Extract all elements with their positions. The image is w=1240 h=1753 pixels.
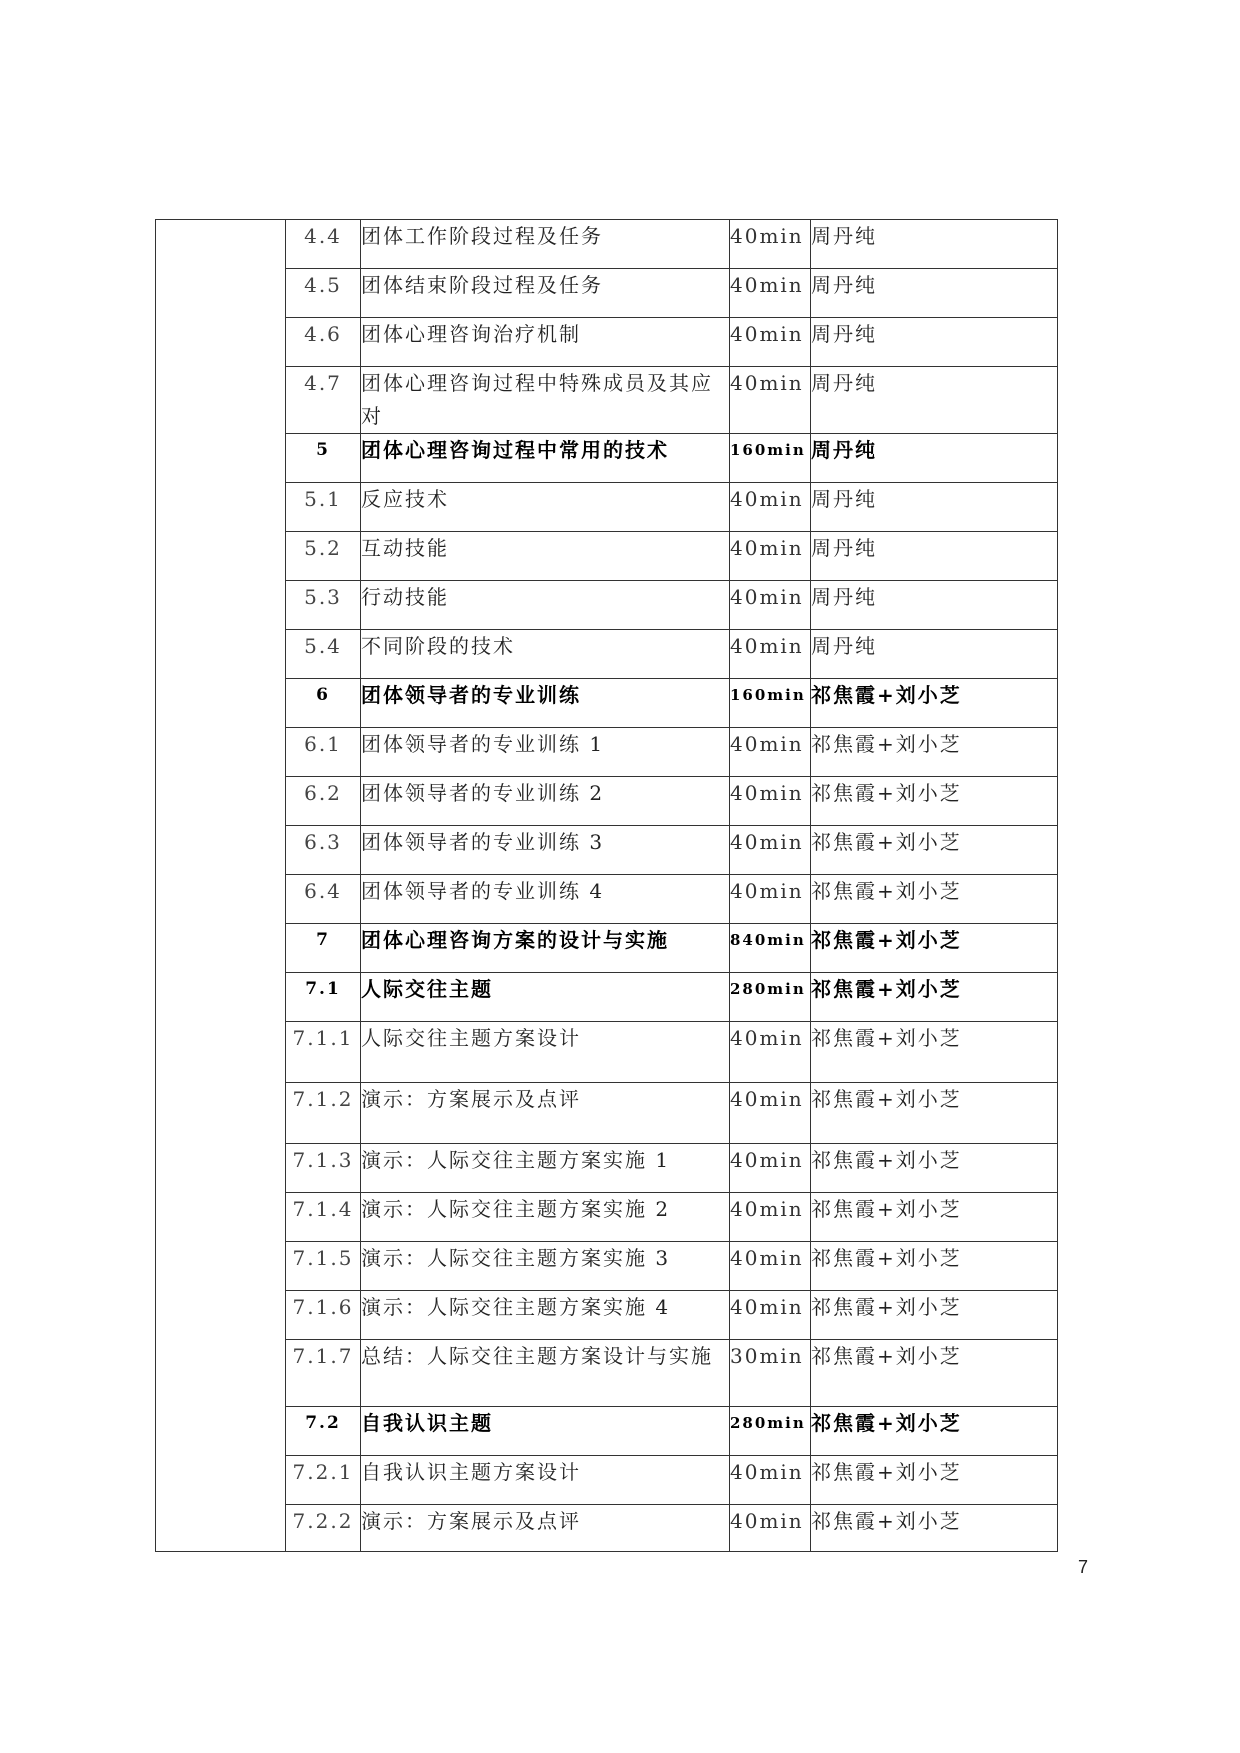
table-row	[156, 1022, 1058, 1083]
section-title-cell: 自我认识主题	[361, 1407, 730, 1456]
teacher-cell: 周丹纯	[811, 269, 1058, 318]
section-title-cell: 反应技术	[361, 483, 730, 532]
teacher-cell: 周丹纯	[811, 630, 1058, 679]
table-row	[156, 777, 1058, 826]
section-number-cell: 6.4	[286, 875, 361, 924]
table-row	[156, 532, 1058, 581]
table-row	[156, 1407, 1058, 1456]
duration-cell: 40min	[730, 318, 811, 367]
table-row	[156, 1291, 1058, 1340]
section-title-cell: 团体结束阶段过程及任务	[361, 269, 730, 318]
section-number-cell: 7.2.1	[286, 1456, 361, 1505]
duration-cell: 40min	[730, 1291, 811, 1340]
duration-cell: 40min	[730, 269, 811, 318]
section-title-cell: 自我认识主题方案设计	[361, 1456, 730, 1505]
section-title-cell: 团体工作阶段过程及任务	[361, 220, 730, 269]
section-title-cell: 互动技能	[361, 532, 730, 581]
section-number-cell: 6	[286, 679, 361, 728]
section-number-cell: 5.1	[286, 483, 361, 532]
section-number-cell: 5.2	[286, 532, 361, 581]
section-title-cell: 团体心理咨询过程中特殊成员及其应对	[361, 367, 730, 434]
table-row	[156, 1083, 1058, 1144]
section-title-cell: 演示：人际交往主题方案实施 4	[361, 1291, 730, 1340]
duration-cell: 40min	[730, 630, 811, 679]
duration-cell: 160min	[730, 434, 811, 483]
teacher-cell: 祁焦霞+刘小芝	[811, 1291, 1058, 1340]
table-row	[156, 1144, 1058, 1193]
duration-cell: 40min	[730, 1505, 811, 1552]
table-row	[156, 875, 1058, 924]
teacher-cell: 祁焦霞+刘小芝	[811, 924, 1058, 973]
section-title-cell: 团体领导者的专业训练 3	[361, 826, 730, 875]
table-row	[156, 220, 1058, 269]
section-title-cell: 团体心理咨询方案的设计与实施	[361, 924, 730, 973]
teacher-cell: 祁焦霞+刘小芝	[811, 777, 1058, 826]
merged-module-cell	[156, 220, 286, 1552]
duration-cell: 40min	[730, 1083, 811, 1144]
section-title-cell: 演示：方案展示及点评	[361, 1083, 730, 1144]
teacher-cell: 祁焦霞+刘小芝	[811, 1144, 1058, 1193]
section-number-cell: 4.6	[286, 318, 361, 367]
section-number-cell: 5.3	[286, 581, 361, 630]
table-row	[156, 679, 1058, 728]
table-row	[156, 728, 1058, 777]
table-row	[156, 826, 1058, 875]
table-row	[156, 973, 1058, 1022]
section-number-cell: 6.2	[286, 777, 361, 826]
teacher-cell: 祁焦霞+刘小芝	[811, 1340, 1058, 1407]
table-row	[156, 1242, 1058, 1291]
table-row	[156, 434, 1058, 483]
section-number-cell: 7	[286, 924, 361, 973]
section-title-cell: 演示：人际交往主题方案实施 3	[361, 1242, 730, 1291]
section-number-cell: 6.3	[286, 826, 361, 875]
section-number-cell: 5.4	[286, 630, 361, 679]
teacher-cell: 祁焦霞+刘小芝	[811, 826, 1058, 875]
section-title-cell: 演示：人际交往主题方案实施 1	[361, 1144, 730, 1193]
teacher-cell: 周丹纯	[811, 318, 1058, 367]
teacher-cell: 祁焦霞+刘小芝	[811, 728, 1058, 777]
section-number-cell: 7.2.2	[286, 1505, 361, 1552]
table-row	[156, 1193, 1058, 1242]
section-title-cell: 人际交往主题	[361, 973, 730, 1022]
teacher-cell: 祁焦霞+刘小芝	[811, 1456, 1058, 1505]
section-title-cell: 演示：方案展示及点评	[361, 1505, 730, 1552]
duration-cell: 840min	[730, 924, 811, 973]
duration-cell: 40min	[730, 367, 811, 434]
teacher-cell: 周丹纯	[811, 434, 1058, 483]
duration-cell: 40min	[730, 532, 811, 581]
section-number-cell: 7.1.3	[286, 1144, 361, 1193]
section-title-cell: 团体领导者的专业训练 1	[361, 728, 730, 777]
table-row	[156, 581, 1058, 630]
table-row	[156, 483, 1058, 532]
duration-cell: 40min	[730, 1144, 811, 1193]
table-row	[156, 924, 1058, 973]
teacher-cell: 周丹纯	[811, 367, 1058, 434]
teacher-cell: 祁焦霞+刘小芝	[811, 875, 1058, 924]
section-number-cell: 5	[286, 434, 361, 483]
duration-cell: 40min	[730, 1022, 811, 1083]
duration-cell: 40min	[730, 1456, 811, 1505]
section-title-cell: 团体心理咨询过程中常用的技术	[361, 434, 730, 483]
section-title-cell: 行动技能	[361, 581, 730, 630]
section-title-cell: 团体领导者的专业训练 4	[361, 875, 730, 924]
teacher-cell: 周丹纯	[811, 532, 1058, 581]
duration-cell: 40min	[730, 777, 811, 826]
duration-cell: 40min	[730, 483, 811, 532]
table-row	[156, 1505, 1058, 1552]
teacher-cell: 祁焦霞+刘小芝	[811, 679, 1058, 728]
section-title-cell: 团体领导者的专业训练 2	[361, 777, 730, 826]
teacher-cell: 祁焦霞+刘小芝	[811, 1022, 1058, 1083]
section-number-cell: 4.4	[286, 220, 361, 269]
duration-cell: 40min	[730, 728, 811, 777]
section-number-cell: 4.7	[286, 367, 361, 434]
duration-cell: 40min	[730, 826, 811, 875]
section-number-cell: 7.1.4	[286, 1193, 361, 1242]
table-row	[156, 630, 1058, 679]
table-row	[156, 367, 1058, 434]
duration-cell: 40min	[730, 220, 811, 269]
duration-cell: 160min	[730, 679, 811, 728]
teacher-cell: 周丹纯	[811, 581, 1058, 630]
section-title-cell: 总结：人际交往主题方案设计与实施	[361, 1340, 730, 1407]
duration-cell: 280min	[730, 1407, 811, 1456]
teacher-cell: 祁焦霞+刘小芝	[811, 1407, 1058, 1456]
teacher-cell: 祁焦霞+刘小芝	[811, 1505, 1058, 1552]
section-number-cell: 7.1.7	[286, 1340, 361, 1407]
duration-cell: 280min	[730, 973, 811, 1022]
section-number-cell: 7.2	[286, 1407, 361, 1456]
section-number-cell: 7.1.2	[286, 1083, 361, 1144]
section-title-cell: 人际交往主题方案设计	[361, 1022, 730, 1083]
section-title-cell: 团体心理咨询治疗机制	[361, 318, 730, 367]
duration-cell: 40min	[730, 875, 811, 924]
section-number-cell: 6.1	[286, 728, 361, 777]
duration-cell: 30min	[730, 1340, 811, 1407]
section-number-cell: 4.5	[286, 269, 361, 318]
teacher-cell: 祁焦霞+刘小芝	[811, 1193, 1058, 1242]
table-row	[156, 318, 1058, 367]
section-number-cell: 7.1.1	[286, 1022, 361, 1083]
teacher-cell: 祁焦霞+刘小芝	[811, 973, 1058, 1022]
section-title-cell: 团体领导者的专业训练	[361, 679, 730, 728]
course-schedule-table	[155, 219, 1058, 1552]
duration-cell: 40min	[730, 581, 811, 630]
section-number-cell: 7.1.5	[286, 1242, 361, 1291]
duration-cell: 40min	[730, 1242, 811, 1291]
table-row	[156, 269, 1058, 318]
table-body	[156, 220, 1058, 1552]
section-number-cell: 7.1	[286, 973, 361, 1022]
table-row	[156, 1340, 1058, 1407]
page-number: 7	[1078, 1557, 1089, 1577]
teacher-cell: 周丹纯	[811, 220, 1058, 269]
teacher-cell: 祁焦霞+刘小芝	[811, 1083, 1058, 1144]
section-title-cell: 演示：人际交往主题方案实施 2	[361, 1193, 730, 1242]
duration-cell: 40min	[730, 1193, 811, 1242]
teacher-cell: 周丹纯	[811, 483, 1058, 532]
section-title-cell: 不同阶段的技术	[361, 630, 730, 679]
section-number-cell: 7.1.6	[286, 1291, 361, 1340]
teacher-cell: 祁焦霞+刘小芝	[811, 1242, 1058, 1291]
table-row	[156, 1456, 1058, 1505]
